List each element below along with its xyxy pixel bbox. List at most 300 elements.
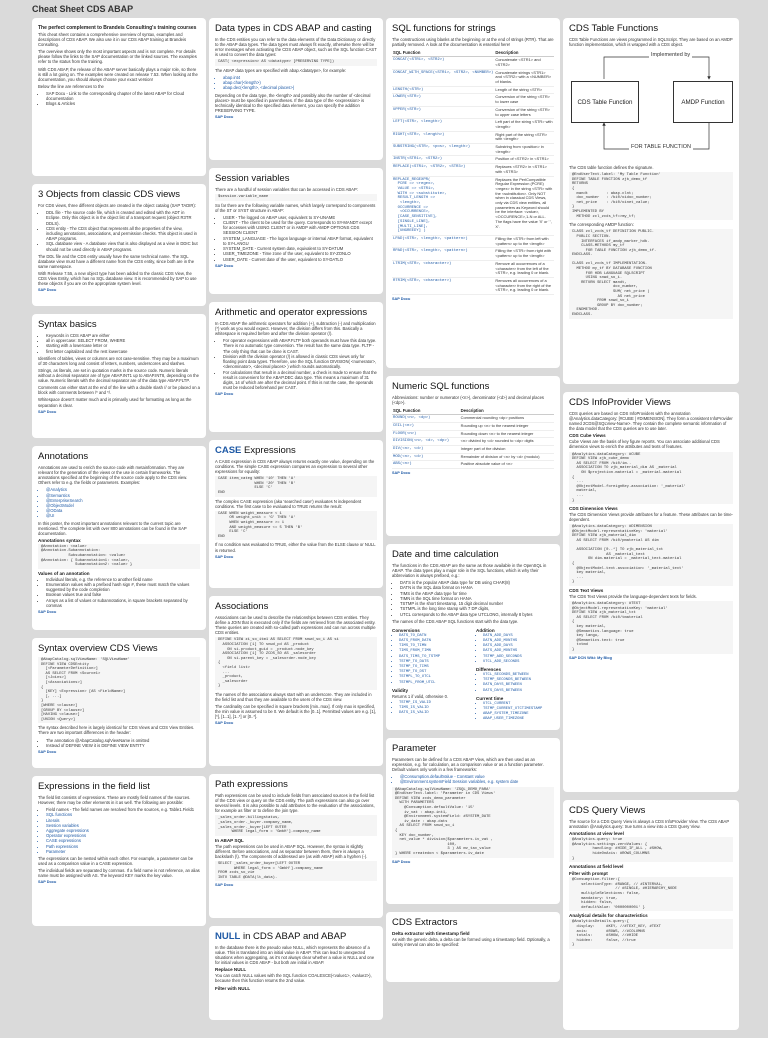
list-item: • UTCL corresponds to the ABAP data type UTCLONG, internally 8 bytes bbox=[400, 612, 554, 617]
section-text: Annotations are used to enrich the source code with metainformation. They are relevant for the generation of the views or the use in certain frameworks. The annotations specified at the beginning of the source code apply to the CDS view. Others refer to e.g. the fields or parameters. Examples: bbox=[38, 465, 188, 486]
intro-paragraph: With CDS ABAP, the release of the ABAP server basically plays a major role, so there is still a lot going on. The examples were created on release 7.53. When looking at the documentation, you should always choose your exact version! bbox=[38, 66, 198, 82]
description-cell: Right part of the string <STR> with <length> bbox=[494, 131, 554, 143]
list-item: • SYSTEM_DATE - Current system date, equivalent to SY-DATUM bbox=[223, 246, 377, 251]
title-keyword: NULL bbox=[215, 931, 241, 942]
sub-heading: Annotations at view level bbox=[569, 831, 624, 837]
function-item: • TIMS_IS_VALID bbox=[399, 706, 470, 711]
table-row bbox=[392, 144, 554, 156]
sub-heading: Annotations syntax bbox=[38, 537, 81, 543]
list-item[interactable]: • Session variables bbox=[46, 823, 200, 828]
table-row bbox=[392, 461, 554, 469]
section-title: Data types in CDS ABAP and casting bbox=[215, 23, 372, 34]
title-text: in CDS ABAP and ABAP bbox=[240, 931, 347, 942]
code-block: @AbapCatalog.sqlViewName: 'SQLViewName' DEFINE VIEW CDSEntity [<ParameterDefinition>] AS SELECT FROM <Source1> [<Joins>] [<Associations>] { [KEY] <Expression> [AS <FieldName>] [, ...] } [WHERE <clause>] [GROUP BY <clause>] [HAVING <clause>] [UNION <Query>] bbox=[38, 657, 200, 723]
for-table-function-label: FOR TABLE FUNCTION bbox=[631, 144, 691, 151]
column-header: SQL Function bbox=[392, 407, 460, 415]
list-item: • TIMN is the SQL time format on HANA bbox=[400, 596, 554, 601]
function-item: • TSTMP_TO_DST bbox=[399, 670, 470, 675]
section-text: The DDL file and the CDS entity usually have the same technical name. The SQL database view must have a different name from the CDS entity, since both are in the same namespace. bbox=[38, 253, 195, 269]
code-block: @AbapCatalog.sqlViewName: 'ZSQL_DEMO_PARA' @EndUserText.label: 'Parameter in CDS Views' DEFINE VIEW zcds_demo_parameter WITH PARAMETERS @Consumption.defaultValue: '15' iv_vat : abap.int1, @Environment.systemField: #SYSTEM_DATE iv_date : abap.dats AS SELECT FROM snwd_so_i { KEY doc_number, net_value * division($parameters.iv_vat , 100, 3 ) AS mv_tax_value } WHERE createdon < $parameters.iv_date bbox=[392, 787, 554, 858]
code-block: @Analytics.dataCategory: #CUBE DEFINE VIEW zjb_cube_demo AS SELECT FROM /bi0/im.. ASSOCIATION TO zjb_material_dim AS _material ON $projection.material = _material.material { ... @ObjectModel.foreignKey.association: '_material' material, ... } bbox=[569, 452, 733, 505]
table-row bbox=[392, 430, 554, 438]
section-title: 3 Objects from classic CDS views bbox=[38, 189, 181, 200]
function-item: • TSTMP_IS_VALID bbox=[399, 701, 470, 706]
table-row bbox=[392, 415, 554, 423]
list-item: • abap.char(<length>) bbox=[223, 80, 377, 85]
list-item[interactable]: • Parameter bbox=[46, 849, 200, 854]
docu-link[interactable]: SAP Docu bbox=[215, 721, 234, 726]
list-item[interactable]: • @ObjectModel bbox=[46, 503, 200, 508]
list-item: • Division with the division operator (/) is allowed in classic CDS views only for floating point data types. Therefore, use the SQL function DIVISION( <numerator>, <denominator>, <decimal places> ) which rounds automatically. bbox=[223, 354, 377, 370]
annotations-card bbox=[32, 446, 206, 630]
description-cell: Conversion of the string <STR> to lower case bbox=[494, 94, 554, 106]
code-block: CASE item_categ WHEN '10' THEN 'A' WHEN '20' THEN 'B' ELSE 'C' END bbox=[215, 476, 377, 496]
description-cell: Rounding down <n> to the nearest integer bbox=[460, 430, 554, 438]
section-text: Cube Views are the basis of key figure reports. You can associate additional CDS dimension views to enrich the attributes and texts of features. bbox=[569, 439, 720, 450]
list-item[interactable]: • CASE expressions bbox=[46, 838, 200, 843]
section-text: Comments can either start at the end of the line with a double slash // or be placed on a block with comments between /* and */. bbox=[38, 385, 201, 396]
section-text: Path expressions can be used to include fields from associated sources in the field list of the CDS view or query on the CDS entity. The path expressions can also go over several levels. It is also possible to add attributes to the evaluation of the associations, for example as filter or to define the join type. bbox=[215, 793, 375, 814]
function-cell: RPAD(<STR>, <length>, <pattern>) bbox=[392, 248, 494, 260]
column-header: Description bbox=[494, 49, 554, 57]
description-cell: Position of <STR2> in <STR1> bbox=[494, 156, 554, 164]
case-card bbox=[209, 440, 383, 588]
section-text: Whitespace doesn't matter much and is primarily used for formatting as long as the separation is clear. bbox=[38, 397, 192, 408]
list-item[interactable]: • @Semantics bbox=[46, 493, 200, 498]
column-header: Description bbox=[460, 407, 554, 415]
description-cell: Filling the <STR> from left with <pattern> up to the <length> bbox=[494, 235, 554, 247]
datetime-card bbox=[386, 544, 560, 730]
section-title bbox=[215, 445, 377, 456]
table-row bbox=[392, 164, 554, 176]
function-item: • TSTMPL_TO_UTCL bbox=[399, 675, 470, 680]
section-text: The path expressions can be used in ABAP SQL. However, the syntax is slightly different. Before associations, and as separator between them, there is always a backslash (\). The components of addressed are (as with ABAP) with a hyphen (-). bbox=[215, 843, 368, 859]
section-text: The names of the CDS ABAP SQL functions start with the data type. bbox=[392, 618, 519, 624]
column-header: SQL Function bbox=[392, 49, 494, 57]
function-cell: LEFT(<STR>, <length>) bbox=[392, 119, 494, 131]
list-item: • The annotation @AbapCatalog.sqlViewName is omitted bbox=[46, 738, 200, 743]
list-item: • Keywords in CDS ABAP are either bbox=[46, 333, 200, 338]
code-block: @Analytics.dataCategory: #TEXT @ObjectModel.representativeKey: 'material' DEFINE VIEW zjb_material_txt AS SELECT FROM /bi0/tmaterial { key material, @Semantics.language: true key langu, @Semantics.text: true txtmd } bbox=[569, 601, 733, 654]
function-item: • UTCL_SECONDS_BETWEEN bbox=[483, 673, 554, 678]
sub-heading: Conversions bbox=[392, 627, 420, 633]
list-item: • Boolean values true and false bbox=[46, 592, 200, 597]
list-item[interactable]: • Literals bbox=[46, 818, 200, 823]
table-row bbox=[392, 119, 554, 131]
description-cell: Concatenate <STR1> and <STR2> bbox=[494, 57, 554, 69]
section-title: Syntax basics bbox=[38, 319, 97, 330]
sub-heading: Values of an annotation bbox=[38, 570, 90, 576]
datatypes-card bbox=[209, 18, 383, 160]
docu-link[interactable]: SAP Docu bbox=[38, 288, 57, 293]
code-block: _sales_order.billingstatus, _sales_order._buyer.company_name, _sales_order._buyer[LEFT OUTER WHERE legal_form = 'GmbH'].company_name bbox=[215, 815, 377, 835]
arithmetic-card bbox=[209, 302, 383, 432]
sub-heading: Addition bbox=[476, 627, 495, 633]
description-cell: Replaces the PerlCompatible Regular Expression (PCRE) <regex> in the string <STR> with the <substitution>. Only NOT when in classical CDS Views, only via CDS view entities, all parameters as Keyword should be the interface: <value>,<OCCURENCE>,1-N or ALL. The flags have the value 'X' or ' ', X'. bbox=[494, 176, 554, 235]
docu-link[interactable]: SAP Docu bbox=[215, 392, 234, 397]
docu-link[interactable]: SAP Docu bbox=[392, 297, 411, 302]
list-item: • first letter capitalized and the rest lowercase bbox=[46, 349, 200, 354]
description-cell: Substring from <position> in <length> bbox=[494, 144, 554, 156]
docu-link[interactable]: SAP Docu bbox=[38, 880, 57, 885]
list-item[interactable]: • Path expressions bbox=[46, 844, 200, 849]
associations-card bbox=[209, 596, 383, 766]
code-block: @AnalyticsDetails.query:{ display: #KEY, //#TEXT_KEY, #TEXT axis: #ROWS, //#COLUMNS totals: #SHOW, //#HIDE hidden: false, //true } bbox=[569, 919, 733, 949]
function-cell: RIGHT(<STR>, <length>) bbox=[392, 131, 494, 143]
list-item: • Instead of DEFINE VIEW it is DEFINE VIEW ENTITY bbox=[46, 743, 200, 748]
sub-heading: Delta extractor with timestamp field bbox=[392, 931, 470, 936]
cds-table-function-box: CDS Table Function bbox=[571, 81, 639, 123]
section-title: Syntax overview CDS Views bbox=[38, 643, 158, 654]
table-row bbox=[392, 260, 554, 277]
code-block: @Analytics.query: true @Analytics.settings.zeroValues: { handling: #HIDE_IF_ALL , #SHOW, hideOnAxis: #ROWS_COLUMNS } bbox=[569, 837, 733, 862]
list-item: • Enumeration values with a prefixed hash sign #, these must match the values suggested by the code completion bbox=[46, 582, 200, 592]
section-title: CDS Query Views bbox=[569, 805, 646, 816]
sub-heading: Replace NULL bbox=[215, 967, 247, 973]
intro-title: The perfect complement to Brandeis Consulting's training courses bbox=[38, 25, 197, 31]
syntax-card bbox=[32, 314, 206, 438]
description-cell: Concatenate strings <STR1> and <STR2> with a <NUMBER> of blanks. bbox=[494, 69, 554, 86]
function-item: • ABAP_USER_TIMEZONE bbox=[483, 717, 554, 722]
table-row bbox=[392, 94, 554, 106]
function-cell: REPLACE(<STR1>, <STR2>, <STR3>) bbox=[392, 164, 494, 176]
docu-link[interactable]: SAP Docu bbox=[38, 409, 57, 414]
list-item[interactable]: • @Analytics bbox=[46, 487, 200, 492]
page-title: Cheat Sheet CDS ABAP bbox=[32, 4, 134, 14]
function-cell: REPLACE_REGEXPR( PCRE => <regex>, VALUE => <STR1>, WITH => <substitute>, RESULT_LENGTH => <length>, OCCURRENCE => <OCCURRENCE>, [CASE_SENSITIVE], [SINGLE_LINE], [MULTI_LINE], [UNGREEDY] ) bbox=[392, 176, 494, 235]
list-item: • abap.dec(<length>, <decimal places>) bbox=[223, 85, 377, 90]
function-item: • ABAP_SYSTEM_TIMEZONE bbox=[483, 712, 554, 717]
section-text: Strings, as literals, are set in quotation marks in the source code. Numeric literals without a decimal separator are of type ABAP.INT1 up to ABAP.INT8, depending on the value. Numeric literals with the decimal separator are of the data type ABAP.FLTP. bbox=[38, 368, 199, 384]
table-row bbox=[392, 106, 554, 118]
sub-heading: Filter with NULL bbox=[215, 985, 251, 991]
column-2 bbox=[209, 18, 383, 1028]
list-item[interactable]: • @UI bbox=[46, 513, 200, 518]
numeric-functions-table bbox=[392, 407, 554, 469]
list-item: • all in uppercase: SELECT FROM, WHERE bbox=[46, 338, 200, 343]
list-item: • TSTMP is the short timestamp, 15 digit decimal number bbox=[400, 601, 554, 606]
session-card bbox=[209, 168, 383, 294]
list-item[interactable]: • Aggregate expressions bbox=[46, 828, 200, 833]
code-block: @Analytics.dataCategory: #DIMENSION @ObjectModel.representativeKey: 'material' DEFINE VIEW zjb_material_dim AS SELECT FROM /bi0/pmaterial AS dim ASSOCIATION [0..*] TO zjb_material_txt AS _material_text ON dim.material = _material_text.material { @ObjectModel.text.association: '_material_text' key material, ... } bbox=[569, 524, 733, 586]
docu-link[interactable]: SAP Docu bbox=[215, 263, 234, 268]
extractors-card bbox=[386, 912, 560, 982]
section-text: Identifiers of tables, views or columns are not case-sensitive. They may be a maximum of 30 characters long and consist of letters, numbers, underscores and slashes. bbox=[38, 355, 199, 366]
list-item: • Blogs & Articles bbox=[46, 101, 200, 106]
list-item: • TSTMPL is the long time stamp with 7 DP digits, bbox=[400, 606, 554, 611]
section-title: CDS Extractors bbox=[392, 917, 458, 928]
section-text: If no condition was evaluated to TRUE, either the value from the ELSE clause or NULL is returned. bbox=[215, 542, 376, 553]
description-cell: Replaces <STR2> in <STR1> with <STR3> bbox=[494, 164, 554, 176]
description-cell: Filling the <STR> from right with <pattern> up to the <length> bbox=[494, 248, 554, 260]
section-text: CDS queries are based on CDS InfoProviders with the annotation @Analytics.dataCategory: [#CUBE | #DIMENSION]. They form a consistent InfoProvider named 2CDS@SQLView-Name>. They contain the complete semantic information of the data model that the CDS queries are to use later. bbox=[569, 411, 733, 432]
docu-link[interactable]: SAP Docu bbox=[38, 610, 57, 615]
sql-functions-table bbox=[392, 49, 554, 295]
sub-heading: CDS Cube Views bbox=[569, 433, 606, 439]
section-title: Path expressions bbox=[215, 779, 288, 790]
section-title: Expressions in the field list bbox=[38, 781, 150, 792]
section-title: Annotations bbox=[38, 451, 89, 462]
description-cell: Conversion of the string <STR> to upper case letters bbox=[494, 106, 554, 118]
section-text: The cardinality can be specified in square brackets [min..max]. If only max is specified, the min value is assumed to be 0. We default is the [0..1]. Permitted values are e.g. [1], [*], [1..1], [1..*] or [0..*]. bbox=[215, 704, 376, 720]
list-item: • abap.int4 bbox=[223, 75, 377, 80]
function-item: • TIMS_FROM_TIMN bbox=[399, 649, 470, 654]
title-text: Expressions bbox=[241, 445, 296, 456]
function-item: • UTCL_ADD_SECONDS bbox=[483, 660, 554, 665]
code-block: CAST( <expression> AS <datatype> [PRESERVING TYPE]) bbox=[215, 59, 377, 66]
table-row bbox=[392, 235, 554, 247]
sub-heading: In ABAP SQL bbox=[215, 837, 244, 843]
section-text: The CDS Text Views provide the language-dependent texts for fields. bbox=[569, 594, 697, 599]
section-text: The corresponding AMDP function: bbox=[569, 222, 634, 228]
null-card bbox=[209, 926, 383, 1020]
sub-heading: Current time bbox=[476, 695, 504, 701]
section-text: In the CDS entities you can refer to the data elements of the Data Dictionary or directly to the ABAP data types. The data types must always fit exactly, otherwise there will be error messages when activating the CDS ABAP object, such as the SQL function CAST is used to convert the data types: bbox=[215, 37, 377, 58]
sql-string-functions-card bbox=[386, 18, 560, 368]
path-card bbox=[209, 774, 383, 918]
list-item[interactable]: • @EnterpriseSearch bbox=[46, 498, 200, 503]
column-3 bbox=[386, 18, 560, 990]
section-text: Depending on the data type, the <length> and possibly also the number of <decimal places> must be specified in parentheses. If the data type of the <expression> is technically identical to the specified data element, you can specify the addition PRESERVING TYPE. bbox=[215, 92, 371, 113]
list-item[interactable]: • @OData bbox=[46, 508, 200, 513]
docu-link[interactable]: SAP Docu bbox=[215, 554, 234, 559]
title-keyword: CASE bbox=[215, 445, 242, 456]
section-text: You can catch NULL values with the SQL function COALESCE(<value1>, <value2>), because then this function returns the 2nd value. bbox=[215, 973, 372, 984]
links-intro: Below the line are references to the bbox=[38, 83, 104, 89]
function-item: • TIMS_TO_TIMN bbox=[399, 644, 470, 649]
section-title: Date and time calculation bbox=[392, 549, 499, 560]
table-function-diagram bbox=[569, 49, 733, 161]
function-cell: SUBSTRING(<STR>, <pos>, <length>) bbox=[392, 144, 494, 156]
function-cell: CEIL(<n>) bbox=[392, 422, 460, 430]
list-item[interactable]: • SQL functions bbox=[46, 812, 200, 817]
list-item: • Field names - The field names are resolved from the sources, e.g. Table1.Field1 bbox=[46, 807, 200, 812]
intro-paragraph: The overview shows only the most important aspects and is not complete. For details please follow the links to the SAP documentation or the linked sources. The examples refer to the status from the training. bbox=[38, 49, 197, 65]
function-cell: DIVISION(<n>, <d>, <dp>) bbox=[392, 438, 460, 446]
list-item: • TIMS is the ABAP data type for time bbox=[400, 591, 554, 596]
docu-link[interactable]: SAP DCN Wiki: My Blog bbox=[569, 655, 612, 660]
section-text: The field list consists of expressions. These are mostly field names of the sources. However, there may be other elements in it as well. The following are possible: bbox=[38, 795, 191, 806]
query-views-card bbox=[563, 800, 739, 1030]
function-item: • UTCL_CURRENT bbox=[483, 702, 554, 707]
section-text: CDS Table Functions are views programmed in SQLScript. They are based on an AMDP function implementation, which is wrapped with a CDS object. bbox=[569, 37, 733, 48]
section-text: The CDS table function defines the signature. bbox=[569, 165, 654, 171]
column-4 bbox=[563, 18, 739, 1038]
sub-heading: Filter with prompt bbox=[569, 871, 608, 877]
section-text: The CDS Dimension Views provide attributes for a feature. These attributes can be time-dependent. bbox=[569, 512, 733, 523]
section-text: For CDS views, three different objects are created in the object catalog (SAP TADIR): bbox=[38, 203, 196, 208]
section-text: In this poster, the most important annotations relevant to the current topic are mentioned. The complete list with over 800 annotations can be found in the SAP documentation. bbox=[38, 520, 187, 536]
sub-heading: Annotations at field level bbox=[569, 864, 624, 870]
function-cell: CONCAT(<STR1>, <STR2>) bbox=[392, 57, 494, 69]
docu-link[interactable]: SAP Docu bbox=[392, 471, 411, 476]
table-row bbox=[392, 69, 554, 86]
sub-heading: Validity bbox=[392, 687, 409, 693]
function-item: • TSTMP_SECONDS_BETWEEN bbox=[483, 678, 554, 683]
docu-link[interactable]: SAP Docu bbox=[215, 883, 234, 888]
function-cell: CONCAT_WITH_SPACE(<STR1>, <STR2>, <NUMBER>) bbox=[392, 69, 494, 86]
function-item: • DATS_ADD_MONTHS bbox=[483, 649, 554, 654]
function-cell: LOWER(<STR>) bbox=[392, 94, 494, 106]
sub-heading: CDS Text Views bbox=[569, 588, 604, 593]
section-title: Parameter bbox=[392, 743, 437, 754]
function-cell: UPPER(<STR>) bbox=[392, 106, 494, 118]
table-row bbox=[392, 277, 554, 294]
section-text: The functions in the CDS ABAP are the same as those available in the OpenSQL in ABAP. The data types play a major role in the SQL functions, which is why their abbreviation is always prefixed, e.g.: bbox=[392, 563, 547, 579]
function-item: • TSTMP_TO_DATS bbox=[399, 660, 470, 665]
section-text: The ABAP data types are specified with abap.<datatype>, for example: bbox=[215, 67, 347, 73]
function-cell: ROUND(<n>, <dp>) bbox=[392, 415, 460, 423]
sub-heading: CDS Dimension Views bbox=[569, 506, 618, 512]
code-block: $session.variable_name bbox=[215, 194, 377, 201]
function-item: • DATS_DAYS_BETWEEN bbox=[483, 689, 554, 694]
expressions-card bbox=[32, 776, 206, 926]
section-title: SQL functions for strings bbox=[392, 23, 496, 34]
section-text: The expressions can be nested within each other. For example, a parameter can be used as a comparison value in a CASE expression. bbox=[38, 856, 194, 867]
column-1 bbox=[32, 18, 206, 934]
section-title: CDS InfoProvider Views bbox=[569, 397, 671, 408]
function-item: • DATN_ADD_MONTHS bbox=[483, 639, 554, 644]
table-row bbox=[392, 156, 554, 164]
list-item: • DATS is the popular ABAP data type for DB using CHAR(8) bbox=[400, 580, 554, 585]
section-text: As with the generic delta, a delta can be formed using a timestamp field. Optionally, a safety interval can also be specified: bbox=[392, 937, 550, 948]
section-title: Session variables bbox=[215, 173, 290, 184]
section-text: So far there are the following variable names, which largely correspond to components of the ST or SYST structure in ABAP: bbox=[215, 202, 376, 213]
list-item: • USER - The logged on ABAP user, equivalent to SY-UNAME bbox=[223, 215, 377, 220]
list-item: • For operator expressions with ABAP.FLTP both operands must have this data type. There is no automatic type conversion. The result has the same data type. FLTP - The only thing that can be done is CAST. bbox=[223, 338, 377, 354]
function-cell: LPAD(<STR>, <length>, <pattern>) bbox=[392, 235, 494, 247]
section-title bbox=[215, 931, 377, 942]
section-title: Arithmetic and operator expressions bbox=[215, 307, 368, 318]
section-text: In the database there is the pseudo value NULL, which represents the absence of a value. This is translated into an initial value in ABAP. This can lead to unexpected situations when aggregating, as it's not always clear whether a value is NULL and one for initial values in CDS ABAP - but both are initial in ABAP. bbox=[215, 945, 375, 966]
function-cell: LTRIM(<STR>, <character>) bbox=[392, 260, 494, 277]
code-block: @Consumption.filter:{ selectionType: #RANGE, // #INTERVAL, // #SINGLE, #HIERARCHY_NODE multipleSelections: false, mandatory: true, hidden: false, defaultValue: '0000000001' } bbox=[569, 877, 733, 911]
list-item: • @Environment.systemField Session variables, e.g. system date bbox=[400, 779, 554, 784]
section-title: CDS Table Functions bbox=[569, 23, 659, 34]
description-cell: Removes all occurrences of a <character> from the right of the <STR>, e.g. leading 0 or blank. bbox=[494, 277, 554, 294]
function-cell: DIV(<n>, <d>) bbox=[392, 446, 460, 454]
function-cell: INSTR(<STR1>, <STR2>) bbox=[392, 156, 494, 164]
description-cell: Length of the string <STR> bbox=[494, 86, 554, 94]
sub-heading: Analytical details for characteristics bbox=[569, 913, 648, 919]
infoprovider-card bbox=[563, 392, 739, 792]
code-block: DEFINE VIEW zi_so_itm1 AS SELECT FROM snwd_so_i AS si ASSOCIATION [1] TO snwd_pd AS _product ON si.product_guid = _product.node_key ASSOCIATION [1] TO ZCDS_SO AS _salesorder ON si.parent_key = _salesorder.node_key { <field list> ... _product, _salesorder } bbox=[215, 637, 377, 690]
section-title: Associations bbox=[215, 601, 269, 612]
intro-card bbox=[32, 18, 206, 176]
function-item: • DATS_FROM_DATN bbox=[399, 639, 470, 644]
table-row bbox=[392, 248, 554, 260]
list-item: • USER_TIMEZONE - Time zone of the user, equivalent to SY-ZONLO bbox=[223, 251, 377, 256]
table-row bbox=[392, 176, 554, 235]
table-row bbox=[392, 57, 554, 69]
list-item: • starting with a lowercase letter or bbox=[46, 343, 200, 348]
function-cell: FLOOR(<n>) bbox=[392, 430, 460, 438]
function-columns bbox=[392, 626, 554, 723]
section-text: There are a handful of session variables that can be accessed in CDS ABAP: bbox=[215, 187, 358, 192]
function-item: • TSTMP_TO_TIMS bbox=[399, 665, 470, 670]
docu-link[interactable]: SAP Docu bbox=[215, 115, 234, 120]
code-block: @Annotation: <value> @Annotation.Subannotation: Subsubannotation: <value> @Annotation: { Subannotation1: <value>, Subannotation2: <value> } bbox=[38, 544, 200, 569]
objects-card bbox=[32, 184, 206, 306]
function-item: • DATS_TIMS_TO_TSTMP bbox=[399, 655, 470, 660]
table-functions-card bbox=[563, 18, 739, 384]
intro-paragraph: This cheat sheet contains a comprehensive overview of syntax, examples and descriptions of CDS ABAP. We also use it in our CDS ABAP training at Brandeis Consulting. bbox=[38, 32, 187, 48]
code-block: CLASS zcl_zcds_tf DEFINITION PUBLIC. PUBLIC SECTION. INTERFACES if_amdp_marker_hdb. CLASS-METHODS my_tf FOR TABLE FUNCTION zjb_demo_tf. ENDCLASS. CLASS zcl_zcds_tf IMPLEMENTATION. METHOD my_tf BY DATABASE FUNCTION FOR HDB LANGUAGE SQLSCRIPT USING snwd_so_i. RETURN SELECT mandt, doc_number, SUM( net_price ) AS net_price FROM snwd_so_i GROUP BY doc_number; ENDMETHOD. ENDCLASS. bbox=[569, 229, 733, 318]
section-text: A CASE expression in CDS ABAP always returns exactly one value, depending on the conditions. The simple CASE expression compares an expression to several other expressions for equality: bbox=[215, 459, 375, 475]
section-text: The constructions using blanks at the beginning or at the end of strings (RTR). That are partially removed. A look at the documentation is essential here! bbox=[392, 37, 554, 48]
section-text: The complex CASE expression (aka 'searched case') evaluates N independent conditions. The first case to be evaluated to TRUE returns the result: bbox=[215, 498, 362, 509]
function-item: • DATS_TO_DATN bbox=[399, 634, 470, 639]
table-row bbox=[392, 131, 554, 143]
function-cell: MOD(<n>, <d>) bbox=[392, 453, 460, 461]
section-text: In CDS ABAP the arithmetic operators for addition (+), subtraction (-) and multiplication (*) work as you would expect. However, the division differs from this. Basically a whitespace is required before and after the division operator (/). bbox=[215, 321, 376, 337]
sub-heading: Differences bbox=[476, 667, 502, 673]
list-item: • CLIENT - The client to be used for the query. Corresponds to SY-MANDT except for accesses with USING CLIENT or in AMDP with AMDP OPTIONS CDS SESSION CLIENT bbox=[223, 220, 377, 236]
section-text: The names of the associations always start with an underscore. They are included in the field list and thus they are available to the users of the CDS view. bbox=[215, 691, 372, 702]
docu-link[interactable]: SAP Docu bbox=[38, 749, 57, 754]
function-item: • DATN_DAYS_BETWEEN bbox=[483, 683, 554, 688]
implemented-by-label: Implemented by bbox=[651, 52, 691, 59]
table-row bbox=[392, 453, 554, 461]
section-text: Returns 1 if valid, otherwise 0. bbox=[392, 693, 449, 699]
section-text: Associations can be used to describe the relationships between CDS entities. They define a JOIN that is executed only if the fields are retrieved from the associated entity. These queries are created with so-called path expressions and can run across multiple CDS entities. bbox=[215, 615, 376, 636]
function-item: • TSTMP_CURRENT_UTCTIMESTAMP bbox=[483, 707, 554, 712]
function-item: • DATS_IS_VALID bbox=[399, 711, 470, 716]
code-block: @EndUserText.label: 'My Table Function' DEFINE TABLE FUNCTION zjb_demo_tf RETURNS { mandt : abap.clnt; doc_number : /bi0/oidoc_number; net_price : /bi0/oinet_value; } IMPLEMENTED BY METHOD zcl_zcds_tf=>my_tf; bbox=[569, 172, 733, 220]
syntax-overview-card bbox=[32, 638, 206, 768]
table-row bbox=[392, 422, 554, 430]
list-item: • SQL database view - A database view that is also displayed as a view in DDIC but should not be used directly in ABAP programs. bbox=[46, 241, 200, 251]
code-block: SELECT _sales_order_buyer[LEFT OUTER WHERE legal_form = 'GmbH']-company_name FROM zcds_so_vie INTO TABLE @DATA(lt_data). bbox=[215, 861, 377, 881]
code-block: CASE WHEN weight_measure < 1 OR weight_unit = 'G' THEN 'A' WHEN weight_measure >= 1 AND weight_measure <= 5 THEN 'B' ELSE 'C' END bbox=[215, 511, 377, 541]
list-item: • SYSTEM_LANGUAGE - The logon language or internal ABAP format, equivalent to SY-LANGU bbox=[223, 236, 377, 246]
section-text: Parameters can be defined for a CDS ABAP View, which are then used as an expression, e.g. for calculation, as a comparison value or as a function parameter. Default values only work in a few frameworks: bbox=[392, 757, 544, 773]
function-item: • TSTMPL_FROM_UTCL bbox=[399, 681, 470, 686]
list-item: • USER_DATE - Current date of the user, equivalent to SY-DATLO bbox=[223, 257, 377, 262]
table-row bbox=[392, 86, 554, 94]
function-cell: ABS(<n>) bbox=[392, 461, 460, 469]
list-item: • Individual literals, e.g. the reference to another field name bbox=[46, 577, 200, 582]
section-text: Abbreviations: number or numerator (<n>), denominator (<d>) and decimal places (<dp>). bbox=[392, 395, 544, 406]
list-item: • For calculations that result in a decimal number, a check is made to ensure that the result is convenient for the ABAP.DEC data type. This means a maximum of 31 digits, 14 of which are after the decimal point. If this is not the case, the operands must be reduced beforehand per CAST. bbox=[223, 370, 377, 391]
amdp-function-box: AMDP Function bbox=[673, 81, 733, 123]
list-item: • Arrays as a list of values or subannotations, in square brackets separated by commas bbox=[46, 598, 200, 608]
description-cell: Commercial rounding <dp> positions bbox=[460, 415, 554, 423]
description-cell: Positive absolute value of <n> bbox=[460, 461, 554, 469]
list-item: • DATN is the SQL data format on HANA bbox=[400, 585, 554, 590]
list-item: • @Consumption.defaultValue - Constant value bbox=[400, 774, 554, 779]
list-item[interactable]: • Operator expressions bbox=[46, 833, 200, 838]
section-text: The source for a CDS Query View is always a CDS InfoProvider View. The CDS ABAP annotation @Analytics.query: true turns a view into a CDS Query View. bbox=[569, 819, 730, 830]
function-item: • TSTMP_ADD_SECONDS bbox=[483, 655, 554, 660]
table-row bbox=[392, 446, 554, 454]
section-title: Numeric SQL functions bbox=[392, 381, 490, 392]
description-cell: <n> divided by <d> rounded to <dp> digits bbox=[460, 438, 554, 446]
list-item: • CDS entity - The CDS object that represents all the properties of the view, including annotations, associations, and permission checks. This object is used in ABAP programs. bbox=[46, 226, 200, 242]
list-item: • DDL file - The source code file, which is created and edited with the ADT in Eclipse. Only this object is in the object list of a transport request (object R3TR DDLS). bbox=[46, 210, 200, 226]
section-text: The individual fields are separated by commas. If a field name is not reference, an alias name must be assigned with AS. The keyword KEY marks the key value. bbox=[38, 868, 200, 879]
description-cell: Remainder of division of <n> by <d> (modulo) bbox=[460, 453, 554, 461]
docu-link[interactable]: SAP Docu bbox=[392, 859, 411, 864]
description-cell: Integer part of the division bbox=[460, 446, 554, 454]
numeric-functions-card bbox=[386, 376, 560, 536]
list-item: • SAP Docu - Link to the corresponding chapter of the latest ABAP for Cloud documentation bbox=[46, 91, 200, 101]
section-text: With Release 7.55, a new object type has been added to the classic CDS View, the CDS View Entity, which has no SQL database view. It is recommended by SAP to use these objects if you are on the appropriate system level. bbox=[38, 271, 197, 287]
section-text: The syntax described here is largely identical for CDS Views and CDS View Entities. There are two important differences in the header: bbox=[38, 725, 195, 736]
description-cell: Rounding up <n> to the nearest integer bbox=[460, 422, 554, 430]
description-cell: Left part of the string <STR> with <length> bbox=[494, 119, 554, 131]
function-cell: LENGTH(<STR>) bbox=[392, 86, 494, 94]
